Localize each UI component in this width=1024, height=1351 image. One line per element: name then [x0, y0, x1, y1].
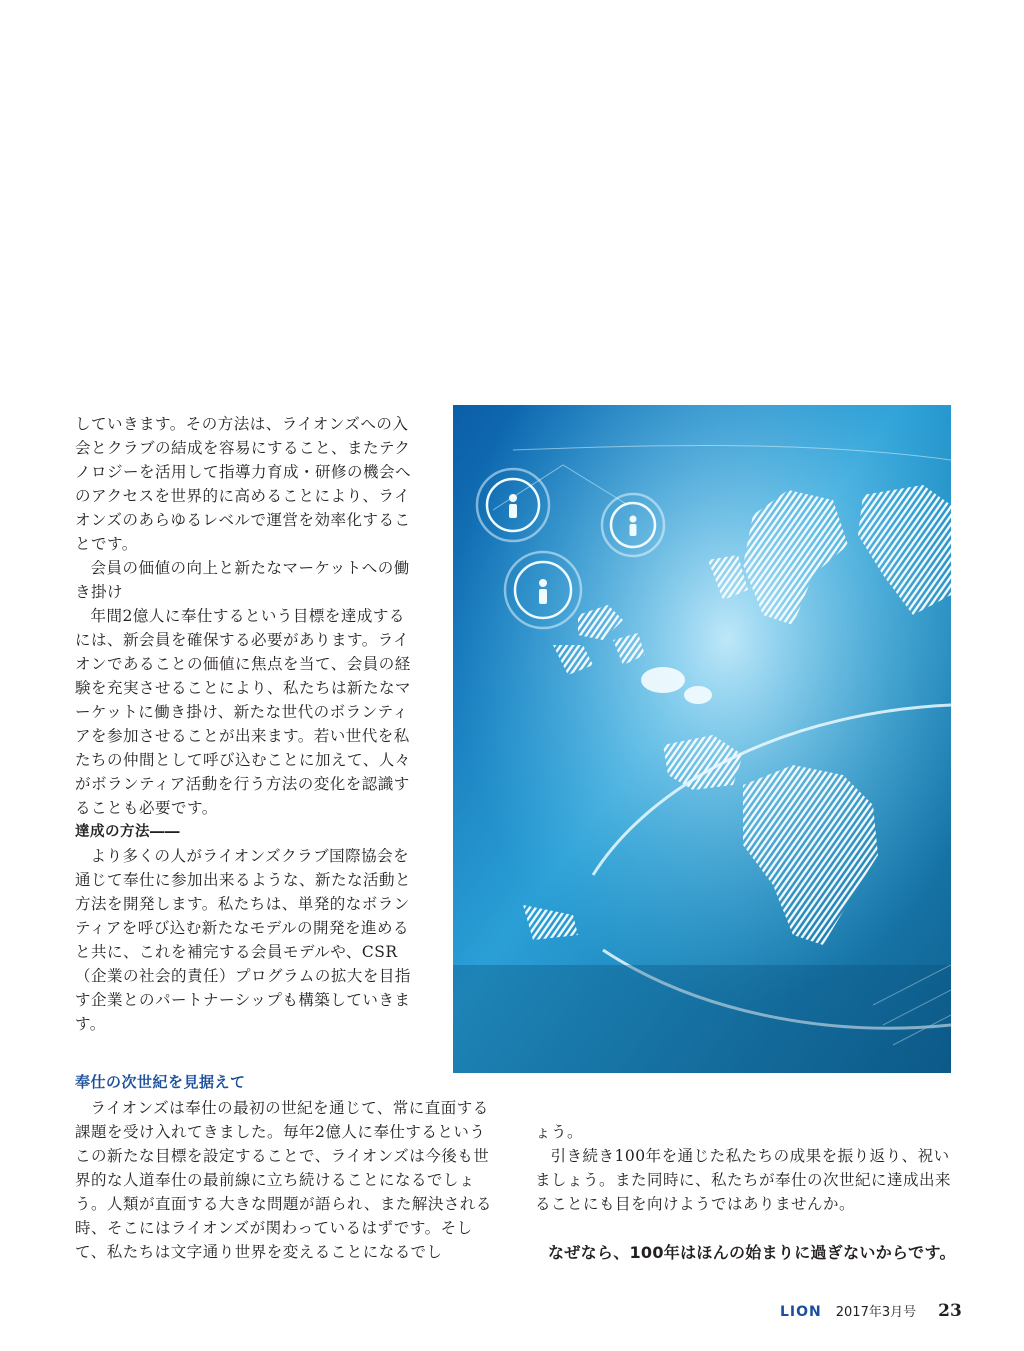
- world-map-technology-image: [453, 405, 951, 1073]
- paragraph-celebrate: 引き続き100年を通じた私たちの成果を振り返り、祝いましょう。また同時に、私たちが奉仕の次世紀に達成出来ることにも目を向けようではありませんか。: [535, 1147, 952, 1213]
- article-bottom-right: [535, 1120, 953, 1216]
- article-bottom-left: [75, 1096, 498, 1264]
- paragraph-next-century: ライオンズは奉仕の最初の世紀を通じて、常に直面する課題を受け入れてきました。毎年2億人に奉仕するというこの新たな目標を設定することで、ライオンズは今後も世界的な人道奉仕の最前線に立ち続けることになるでしょう。人類が直面する大きな問題が語られ、また解決される時、そこにはライオンズが関わっているはずです。そして、私たちは文字通り世界を変えることになるでし: [75, 1099, 492, 1261]
- paragraph-continuation: していきます。その方法は、ライオンズへの入会とクラブの結成を容易にすること、またテクノロジーを活用して指導力育成・研修の機会へのアクセスを世界的に高めることにより、ライオンズのあらゆるレベルで運営を効率化することです。: [75, 415, 412, 553]
- closing-statement: なぜなら、100年はほんの始まりに過ぎないからです。: [548, 1243, 956, 1262]
- section-heading: 奉仕の次世紀を見据えて: [75, 1073, 246, 1091]
- paragraph-new-members: 年間2億人に奉仕するという目標を達成するには、新会員を確保する必要があります。ライオンであることの価値に焦点を当て、会員の経験を充実させることにより、私たちは新たなマーケットに働き掛け、新たな世代のボランティアを参加させることが出来ます。若い世代を私たちの仲間として呼び込むことに加えて、人々がボランティア活動を行う方法の変化を認識することも必要です。: [75, 607, 412, 817]
- paragraph-continuation-end: ょう。: [535, 1123, 584, 1141]
- issue-date: 2017年3月号: [835, 1305, 917, 1320]
- page-number: 23: [938, 1301, 962, 1321]
- page-footer: [780, 1301, 962, 1323]
- paragraph-method: より多くの人がライオンズクラブ国際協会を通じて奉仕に参加出来るような、新たな活動と方法を開発します。私たちは、単発的なボランティアを呼び込む新たなモデルの開発を進めると共に、これを補完する会員モデルや、CSR（企業の社会的責任）プログラムの拡大を目指す企業とのパートナーシップも構築していきます。: [75, 847, 412, 1033]
- subheading-method: 達成の方法――: [75, 824, 180, 840]
- paragraph-theme: 会員の価値の向上と新たなマーケットへの働き掛け: [75, 559, 410, 601]
- magazine-brand: LION: [780, 1304, 822, 1320]
- article-left-column: [75, 412, 413, 1036]
